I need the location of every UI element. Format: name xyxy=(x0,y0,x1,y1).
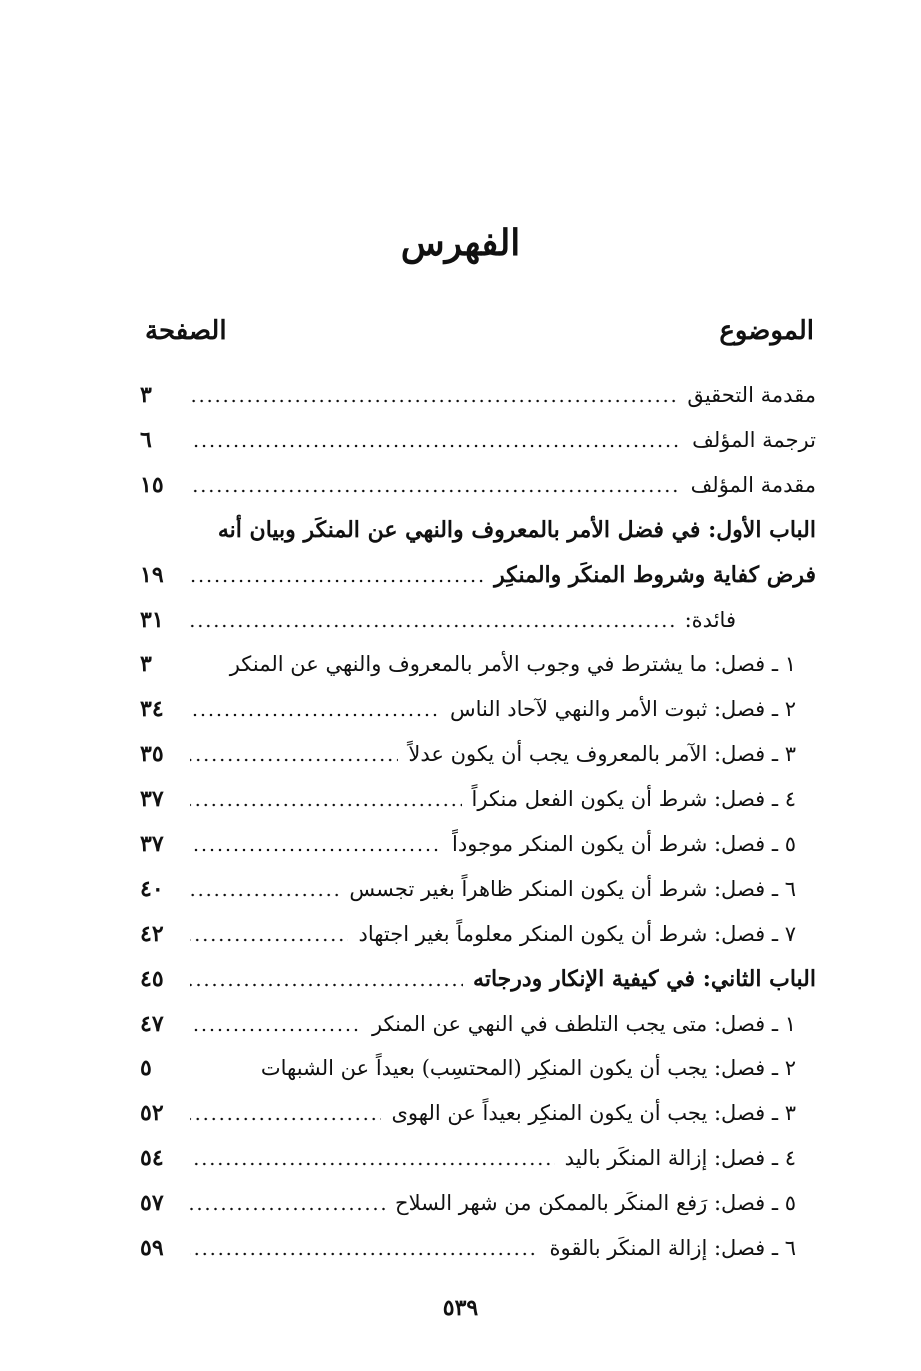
entry-title: ٤ ـ فصل: إزالة المنكَر باليد xyxy=(564,1146,796,1170)
entry-page: ٥ xyxy=(140,1055,152,1081)
entry-title: ٥ ـ فصل: شرط أن يكون المنكر موجوداً xyxy=(452,832,796,856)
entry-page: ٤٢ xyxy=(140,921,164,947)
dot-leader xyxy=(190,788,462,810)
entry-page: ٣١ xyxy=(140,607,164,633)
toc-entry xyxy=(140,418,816,462)
dot-leader xyxy=(190,429,682,451)
entry-page: ٣٤ xyxy=(140,696,164,722)
entry-title: ٦ ـ فصل: شرط أن يكون المنكر ظاهراً بغير تجسس xyxy=(349,877,796,901)
entry-page: ٥٢ xyxy=(140,1100,164,1126)
entry-page: ٣ xyxy=(140,382,152,408)
dot-leader xyxy=(190,384,677,406)
toc-entry xyxy=(140,777,816,821)
dot-leader xyxy=(190,743,398,765)
entry-title: الباب الأول: في فضل الأمر بالمعروف والنهي عن المنكَر وبيان أنه xyxy=(217,517,816,543)
toc-entry xyxy=(140,1091,816,1135)
entry-title: ٤ ـ فصل: شرط أن يكون الفعل منكراً xyxy=(471,787,796,811)
entry-page: ١٥ xyxy=(140,472,164,498)
entry-title: ٢ ـ فصل: ثبوت الأمر والنهي لآحاد الناس xyxy=(449,697,796,721)
page-number: ٥٣٩ xyxy=(442,1295,479,1321)
entry-title: ١ ـ فصل: متى يجب التلطف في النهي عن المنكر xyxy=(371,1012,796,1036)
entry-page: ٤٥ xyxy=(140,966,164,992)
entry-title: الباب الثاني: في كيفية الإنكار ودرجاته xyxy=(473,966,816,992)
toc-entry xyxy=(140,687,816,731)
entry-page: ٤٧ xyxy=(140,1011,164,1037)
toc-entry xyxy=(140,732,816,776)
toc-chapter-heading xyxy=(140,553,816,597)
entry-title: ٣ ـ فصل: الآمر بالمعروف يجب أن يكون عدلاً xyxy=(408,742,796,766)
dot-leader xyxy=(190,1192,385,1214)
entry-title: فرض كفاية وشروط المنكَر والمنكِر xyxy=(494,562,816,588)
topic-column-header: الموضوع xyxy=(719,316,814,346)
entry-title: فائدة: xyxy=(684,608,736,632)
toc-entry xyxy=(140,1046,816,1090)
dot-leader xyxy=(190,833,442,855)
toc-entry xyxy=(140,822,816,866)
entry-title: ٦ ـ فصل: إزالة المنكَر بالقوة xyxy=(549,1236,796,1260)
dot-leader xyxy=(190,474,681,496)
entry-title: ترجمة المؤلف xyxy=(692,428,816,452)
entry-title: مقدمة التحقيق xyxy=(687,383,816,407)
dot-leader xyxy=(190,923,348,945)
toc-entry xyxy=(140,1226,816,1270)
dot-leader xyxy=(190,1147,555,1169)
toc-chapter-heading xyxy=(140,508,816,552)
toc-entry xyxy=(140,642,816,686)
entry-page: ٥٩ xyxy=(140,1235,164,1261)
entry-title: ٧ ـ فصل: شرط أن يكون المنكر معلوماً بغير اجتهاد xyxy=(358,922,796,946)
page-column-header: الصفحة xyxy=(145,316,227,346)
entry-page: ٤٠ xyxy=(140,876,164,902)
toc-entry xyxy=(140,1181,816,1225)
dot-leader xyxy=(190,698,440,720)
entry-page: ٥٤ xyxy=(140,1145,164,1171)
entry-page: ٣٧ xyxy=(140,786,164,812)
toc-entry xyxy=(140,598,816,642)
entry-title: ٢ ـ فصل: يجب أن يكون المنكِر (المحتسِب) بعيداً عن الشبهات xyxy=(260,1056,796,1080)
entry-title: ٥ ـ فصل: رَفع المنكَر بالممكن من شهر السلاح xyxy=(395,1191,796,1215)
toc-entry xyxy=(140,912,816,956)
toc-entry xyxy=(140,373,816,417)
dot-leader xyxy=(190,878,339,900)
dot-leader xyxy=(190,1013,362,1035)
toc-entry xyxy=(140,867,816,911)
toc-entry xyxy=(140,1002,816,1046)
entry-title: ١ ـ فصل: ما يشترط في وجوب الأمر بالمعروف والنهي عن المنكر xyxy=(229,652,796,676)
entry-page: ٣٥ xyxy=(140,741,164,767)
toc-entry xyxy=(140,463,816,507)
entry-page: ٥٧ xyxy=(140,1190,164,1216)
dot-leader xyxy=(190,1102,381,1124)
dot-leader xyxy=(190,609,675,631)
entry-page: ٦ xyxy=(140,427,152,453)
page-title: الفهرس xyxy=(400,222,521,264)
entry-page: ٣ xyxy=(140,651,152,677)
entry-page: ٣٧ xyxy=(140,831,164,857)
toc-chapter-heading xyxy=(140,957,816,1001)
entry-page: ١٩ xyxy=(140,562,164,588)
dot-leader xyxy=(190,564,484,586)
dot-leader xyxy=(190,1237,539,1259)
toc-entry xyxy=(140,1136,816,1180)
entry-title: مقدمة المؤلف xyxy=(690,473,816,497)
dot-leader xyxy=(190,968,463,990)
entry-title: ٣ ـ فصل: يجب أن يكون المنكِر بعيداً عن الهوى xyxy=(391,1101,796,1125)
